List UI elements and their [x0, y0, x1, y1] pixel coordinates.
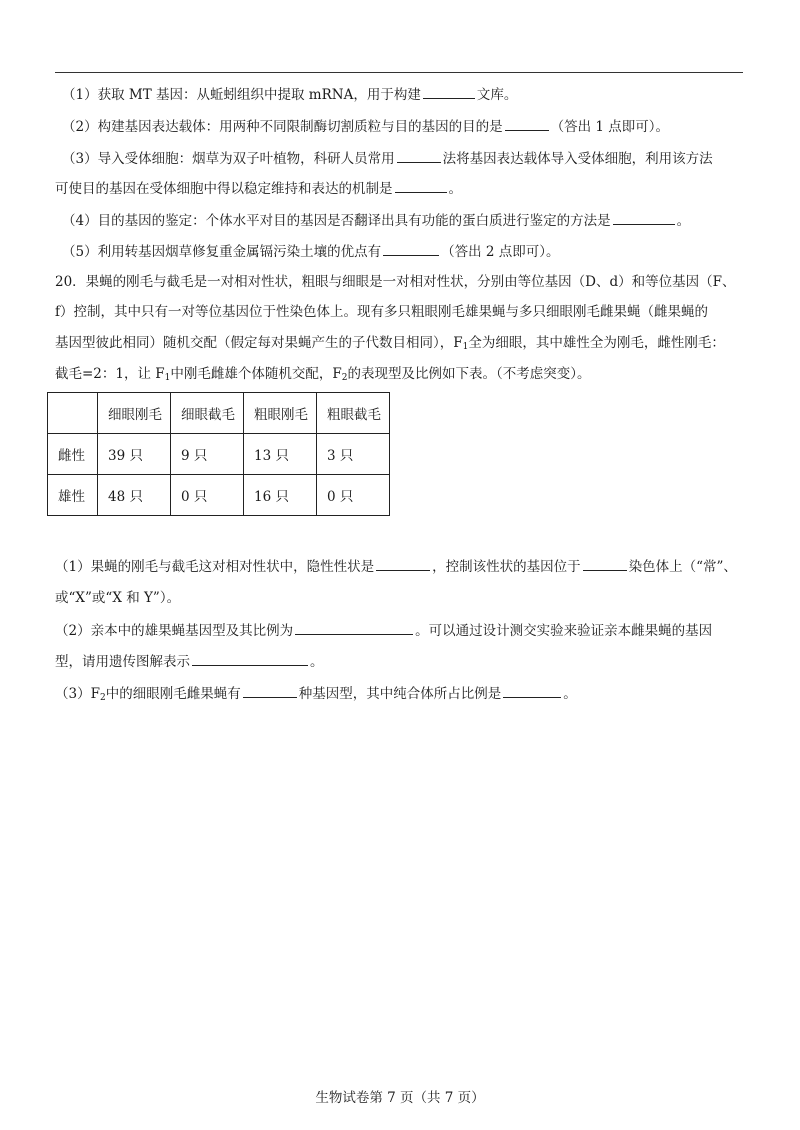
page-footer: 生物试卷第 7 页（共 7 页）: [315, 1090, 485, 1106]
q19-part4: （4）目的基因的鉴定：个体水平对目的基因是否翻译出具有功能的蛋白质进行鉴定的方法是 。: [62, 210, 690, 231]
table-header-cell: 细眼截毛: [171, 393, 244, 434]
table-cell: 9 只: [171, 434, 244, 475]
answer-blank[interactable]: [192, 651, 308, 666]
answer-blank[interactable]: [503, 683, 561, 698]
table-cell: 0 只: [317, 475, 390, 516]
table-cell: 16 只: [244, 475, 317, 516]
table-cell: 0 只: [171, 475, 244, 516]
header-rule: [55, 72, 743, 73]
q20-part1: （1）果蝇的刚毛与截毛这对相对性状中，隐性性状是 ，控制该性状的基因位于 染色体上（“常”、: [55, 556, 737, 577]
q19-part2: （2）构建基因表达载体：用两种不同限制酶切割质粒与目的基因的目的是 （答出 1 点即可）。: [62, 116, 669, 137]
q20-stem-line4: 截毛=2：1，让 $F_1$中刚毛雌雄个体随机交配，$F_2$的表现型及比例如下表。（不考虑突变）。: [55, 366, 591, 383]
table-header-cell: 细眼刚毛: [98, 393, 171, 434]
q20-part2-cont: 型，请用遗传图解表示 。: [55, 651, 324, 672]
answer-blank[interactable]: [397, 148, 441, 163]
table-row: [48, 434, 390, 475]
table-header-cell: 粗眼截毛: [317, 393, 390, 434]
q19-part1: （1）获取 MT 基因：从蚯蚓组织中提取 mRNA，用于构建 文库。: [62, 84, 517, 105]
table-header-row: [48, 393, 390, 434]
q19-part5: （5）利用转基因烟草修复重金属镉污染土壤的优点有 （答出 2 点即可）。: [62, 241, 560, 262]
q20-part1-cont: 或“X”或“X 和 Y”）。: [55, 590, 181, 606]
answer-blank[interactable]: [423, 84, 475, 99]
table-cell: 雄性: [48, 475, 98, 516]
answer-blank[interactable]: [395, 178, 447, 193]
answer-blank[interactable]: [295, 620, 413, 635]
answer-blank[interactable]: [376, 556, 430, 571]
answer-blank[interactable]: [243, 683, 297, 698]
q19-part3-cont: 可使目的基因在受体细胞中得以稳定维持和表达的机制是 。: [55, 178, 462, 199]
q20-stem-line2: f）控制，其中只有一对等位基因位于性染色体上。现有多只粗眼刚毛雄果蝇与多只细眼刚毛雌果蝇（雌果蝇的: [55, 304, 708, 320]
answer-blank[interactable]: [583, 556, 627, 571]
table-cell: 雌性: [48, 434, 98, 475]
table-cell: 13 只: [244, 434, 317, 475]
f2-phenotype-table: [47, 392, 390, 516]
q20-stem-line3: 基因型彼此相同）随机交配（假定每对果蝇产生的子代数目相同），$F_1$全为细眼，其中雄性全为刚毛，雌性刚毛：: [55, 335, 725, 352]
q20-part2: （2）亲本中的雄果蝇基因型及其比例为 。可以通过设计测交实验来验证亲本雌果蝇的基因: [55, 620, 712, 641]
table-header-cell: [48, 393, 98, 434]
q20-part3: $(3)F_2$中的细眼刚毛雌果蝇有 种基因型，其中纯合体所占比例是 。: [55, 683, 577, 704]
answer-blank[interactable]: [613, 210, 675, 225]
table-cell: 3 只: [317, 434, 390, 475]
q19-part3: （3）导入受体细胞：烟草为双子叶植物，科研人员常用 法将基因表达载体导入受体细胞，利用该方法: [62, 148, 713, 169]
q20-stem-line1: 20．果蝇的刚毛与截毛是一对相对性状，粗眼与细眼是一对相对性状，分别由等位基因（D、d）和等位基因（F、: [55, 274, 736, 290]
answer-blank[interactable]: [505, 116, 549, 131]
answer-blank[interactable]: [383, 241, 439, 256]
table-cell: 48 只: [98, 475, 171, 516]
table-cell: 39 只: [98, 434, 171, 475]
table-row: [48, 475, 390, 516]
table-header-cell: 粗眼刚毛: [244, 393, 317, 434]
